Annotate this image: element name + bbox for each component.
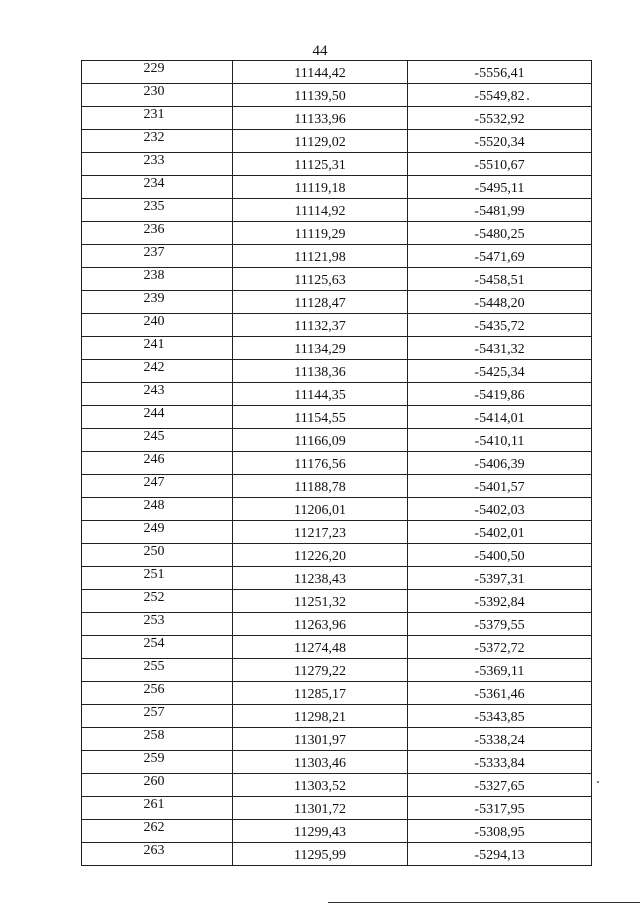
y-coordinate-cell: -5333,84: [408, 751, 592, 774]
x-coordinate-cell: 11119,29: [233, 222, 408, 245]
point-number-cell: 233: [82, 153, 233, 176]
point-number-cell: 245: [82, 429, 233, 452]
table-row: [82, 774, 592, 797]
point-number-cell: 254: [82, 636, 233, 659]
x-coordinate-cell: 11251,32: [233, 590, 408, 613]
table-row: [82, 682, 592, 705]
x-coordinate-cell: 11274,48: [233, 636, 408, 659]
point-number-cell: 251: [82, 567, 233, 590]
x-coordinate-cell: 11303,46: [233, 751, 408, 774]
x-coordinate-cell: 11303,52: [233, 774, 408, 797]
table-row: [82, 659, 592, 682]
x-coordinate-cell: 11132,37: [233, 314, 408, 337]
y-coordinate-cell: -5338,24: [408, 728, 592, 751]
y-coordinate-cell: -5435,72: [408, 314, 592, 337]
x-coordinate-cell: 11144,35: [233, 383, 408, 406]
table-row: [82, 797, 592, 820]
x-coordinate-cell: 11114,92: [233, 199, 408, 222]
point-number-cell: 247: [82, 475, 233, 498]
y-coordinate-cell: -5361,46: [408, 682, 592, 705]
scan-speck: [527, 98, 529, 100]
x-coordinate-cell: 11206,01: [233, 498, 408, 521]
x-coordinate-cell: 11226,20: [233, 544, 408, 567]
x-coordinate-cell: 11238,43: [233, 567, 408, 590]
page-number: 44: [312, 43, 328, 59]
y-coordinate-cell: -5400,50: [408, 544, 592, 567]
table-row: [82, 751, 592, 774]
x-coordinate-cell: 11138,36: [233, 360, 408, 383]
y-coordinate-cell: -5481,99: [408, 199, 592, 222]
y-coordinate-cell: -5520,34: [408, 130, 592, 153]
table-row: [82, 314, 592, 337]
y-coordinate-cell: -5392,84: [408, 590, 592, 613]
y-coordinate-cell: -5410,11: [408, 429, 592, 452]
y-coordinate-cell: -5327,65: [408, 774, 592, 797]
table-row: [82, 843, 592, 866]
table-row: [82, 728, 592, 751]
x-coordinate-cell: 11285,17: [233, 682, 408, 705]
x-coordinate-cell: 11166,09: [233, 429, 408, 452]
table-row: [82, 590, 592, 613]
x-coordinate-cell: 11154,55: [233, 406, 408, 429]
table-row: [82, 452, 592, 475]
table-row: [82, 268, 592, 291]
x-coordinate-cell: 11263,96: [233, 613, 408, 636]
table-row: [82, 130, 592, 153]
point-number-cell: 250: [82, 544, 233, 567]
x-coordinate-cell: 11134,29: [233, 337, 408, 360]
y-coordinate-cell: -5480,25: [408, 222, 592, 245]
point-number-cell: 257: [82, 705, 233, 728]
x-coordinate-cell: 11295,99: [233, 843, 408, 866]
table-row: [82, 636, 592, 659]
point-number-cell: 246: [82, 452, 233, 475]
table-row: [82, 498, 592, 521]
point-number-cell: 260: [82, 774, 233, 797]
y-coordinate-cell: -5458,51: [408, 268, 592, 291]
table-row: [82, 107, 592, 130]
point-number-cell: 244: [82, 406, 233, 429]
table-row: [82, 222, 592, 245]
table-row: [82, 291, 592, 314]
table-row: [82, 705, 592, 728]
y-coordinate-cell: -5495,11: [408, 176, 592, 199]
x-coordinate-cell: 11128,47: [233, 291, 408, 314]
x-coordinate-cell: 11217,23: [233, 521, 408, 544]
point-number-cell: 263: [82, 843, 233, 866]
table-row: [82, 176, 592, 199]
table-row: [82, 820, 592, 843]
y-coordinate-cell: -5510,67: [408, 153, 592, 176]
y-coordinate-cell: -5425,34: [408, 360, 592, 383]
point-number-cell: 252: [82, 590, 233, 613]
x-coordinate-cell: 11279,22: [233, 659, 408, 682]
x-coordinate-cell: 11144,42: [233, 61, 408, 84]
y-coordinate-cell: -5532,92: [408, 107, 592, 130]
point-number-cell: 236: [82, 222, 233, 245]
y-coordinate-cell: -5343,85: [408, 705, 592, 728]
coordinates-table-body: [82, 61, 592, 866]
point-number-cell: 249: [82, 521, 233, 544]
point-number-cell: 235: [82, 199, 233, 222]
point-number-cell: 231: [82, 107, 233, 130]
y-coordinate-cell: -5556,41: [408, 61, 592, 84]
y-coordinate-cell: -5419,86: [408, 383, 592, 406]
table-row: [82, 567, 592, 590]
point-number-cell: 243: [82, 383, 233, 406]
table-row: [82, 383, 592, 406]
y-coordinate-cell: -5414,01: [408, 406, 592, 429]
y-coordinate-cell: -5471,69: [408, 245, 592, 268]
y-coordinate-cell: -5448,20: [408, 291, 592, 314]
y-coordinate-cell: -5294,13: [408, 843, 592, 866]
table-row: [82, 84, 592, 107]
point-number-cell: 259: [82, 751, 233, 774]
point-number-cell: 229: [82, 61, 233, 84]
point-number-cell: 242: [82, 360, 233, 383]
scan-edge-line: [328, 902, 640, 903]
coordinates-table: [81, 60, 592, 866]
y-coordinate-cell: -5402,03: [408, 498, 592, 521]
y-coordinate-cell: -5379,55: [408, 613, 592, 636]
y-coordinate-cell: -5401,57: [408, 475, 592, 498]
y-coordinate-cell: -5372,72: [408, 636, 592, 659]
table-row: [82, 521, 592, 544]
point-number-cell: 237: [82, 245, 233, 268]
point-number-cell: 262: [82, 820, 233, 843]
point-number-cell: 230: [82, 84, 233, 107]
table-row: [82, 61, 592, 84]
y-coordinate-cell: -5369,11: [408, 659, 592, 682]
table-row: [82, 337, 592, 360]
scan-speck: [597, 781, 599, 783]
x-coordinate-cell: 11133,96: [233, 107, 408, 130]
x-coordinate-cell: 11125,31: [233, 153, 408, 176]
x-coordinate-cell: 11119,18: [233, 176, 408, 199]
y-coordinate-cell: -5406,39: [408, 452, 592, 475]
x-coordinate-cell: 11125,63: [233, 268, 408, 291]
point-number-cell: 240: [82, 314, 233, 337]
x-coordinate-cell: 11299,43: [233, 820, 408, 843]
y-coordinate-cell: -5431,32: [408, 337, 592, 360]
x-coordinate-cell: 11176,56: [233, 452, 408, 475]
point-number-cell: 255: [82, 659, 233, 682]
y-coordinate-cell: -5317,95: [408, 797, 592, 820]
x-coordinate-cell: 11188,78: [233, 475, 408, 498]
table-row: [82, 544, 592, 567]
table-row: [82, 613, 592, 636]
x-coordinate-cell: 11139,50: [233, 84, 408, 107]
y-coordinate-cell: -5308,95: [408, 820, 592, 843]
point-number-cell: 239: [82, 291, 233, 314]
point-number-cell: 241: [82, 337, 233, 360]
point-number-cell: 238: [82, 268, 233, 291]
y-coordinate-cell: -5402,01: [408, 521, 592, 544]
point-number-cell: 234: [82, 176, 233, 199]
table-row: [82, 199, 592, 222]
y-coordinate-cell: -5397,31: [408, 567, 592, 590]
table-row: [82, 153, 592, 176]
table-row: [82, 245, 592, 268]
table-row: [82, 429, 592, 452]
x-coordinate-cell: 11121,98: [233, 245, 408, 268]
point-number-cell: 232: [82, 130, 233, 153]
table-row: [82, 360, 592, 383]
y-coordinate-cell: -5549,82: [408, 84, 592, 107]
x-coordinate-cell: 11298,21: [233, 705, 408, 728]
x-coordinate-cell: 11301,97: [233, 728, 408, 751]
point-number-cell: 253: [82, 613, 233, 636]
x-coordinate-cell: 11129,02: [233, 130, 408, 153]
point-number-cell: 261: [82, 797, 233, 820]
point-number-cell: 248: [82, 498, 233, 521]
table-row: [82, 475, 592, 498]
point-number-cell: 256: [82, 682, 233, 705]
x-coordinate-cell: 11301,72: [233, 797, 408, 820]
table-row: [82, 406, 592, 429]
point-number-cell: 258: [82, 728, 233, 751]
